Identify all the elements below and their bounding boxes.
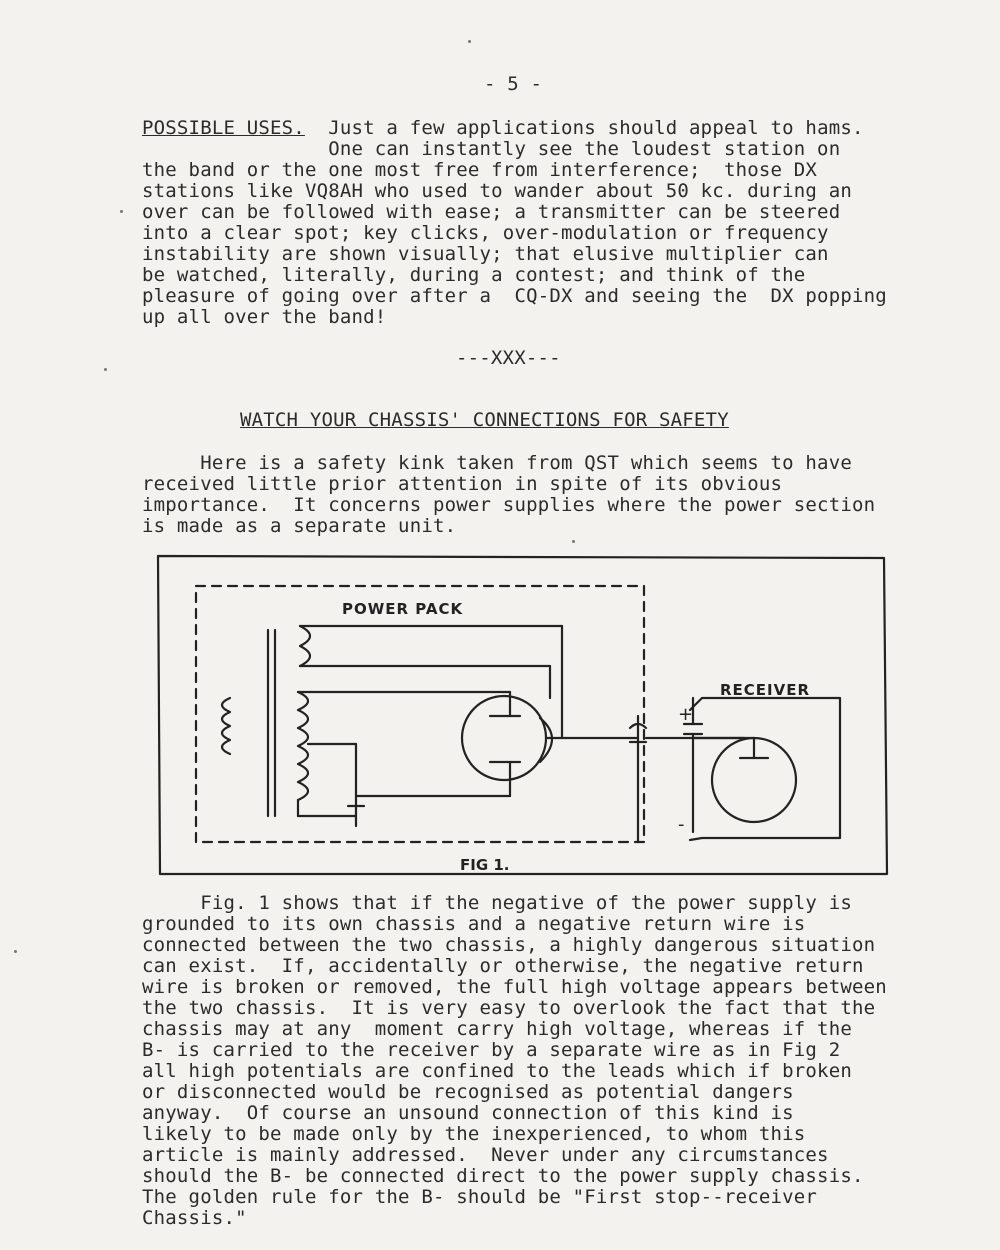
filament-winding [300, 626, 310, 666]
fig1-schematic [150, 548, 910, 880]
uses-line: One can instantly see the loudest station on [142, 138, 841, 160]
uses-line: the band or the one most free from interference; those DX [142, 159, 818, 181]
explanation-line: chassis may at any moment carry high voltage, whereas if the [142, 1018, 852, 1040]
figure-caption: FIG 1. [460, 856, 510, 874]
explanation-line: Chassis." [142, 1207, 247, 1229]
safety-intro-line: is made as a separate unit. [142, 515, 457, 537]
explanation-line: should the B- be connected direct to the power supply chassis. [142, 1165, 864, 1187]
uses-heading: POSSIBLE USES. [142, 117, 305, 139]
scan-speck [468, 40, 471, 43]
receiver-label: RECEIVER [720, 681, 811, 699]
safety-intro-line: received little prior attention in spite of its obvious [142, 473, 783, 495]
uses-line: be watched, literally, during a contest; and think of the [142, 264, 806, 286]
explanation-line: or disconnected would be recognised as potential dangers [142, 1081, 794, 1103]
uses-line: pleasure of going over after a CQ-DX and seeing the DX popping [142, 285, 887, 307]
explanation-line: the two chassis. It is very easy to overlook the fact that the [142, 997, 876, 1019]
uses-first-line [142, 118, 864, 139]
power-pack-chassis [196, 586, 644, 842]
uses-line: up all over the band! [142, 306, 387, 328]
explanation-line: connected between the two chassis, a highly dangerous situation [142, 934, 876, 956]
safety-intro-line: Here is a safety kink taken from QST which seems to have [142, 452, 852, 474]
hv-secondary-winding [298, 692, 308, 800]
safety-title: WATCH YOUR CHASSIS' CONNECTIONS FOR SAFETY [240, 409, 729, 431]
explanation-line: Fig. 1 shows that if the negative of the power supply is [142, 892, 852, 914]
scan-speck [104, 368, 107, 371]
explanation-line: can exist. If, accidentally or otherwise, the negative return [142, 955, 864, 977]
uses-line: stations like VQ8AH who used to wander about 50 kc. during an [142, 180, 852, 202]
explanation-line: The golden rule for the B- should be "First stop--receiver [142, 1186, 818, 1208]
minus-sign: - [678, 814, 685, 835]
uses-line: into a clear spot; key clicks, over-modulation or frequency [142, 222, 829, 244]
section-separator: ---XXX--- [456, 347, 561, 369]
primary-winding [222, 698, 230, 754]
explanation-line: anyway. Of course an unsound connection of this kind is [142, 1102, 794, 1124]
scan-speck [14, 950, 17, 953]
page-number: - 5 - [484, 73, 543, 95]
plus-sign: + [678, 704, 694, 725]
uses-line: over can be followed with ease; a transmitter can be steered [142, 201, 841, 223]
safety-intro-line: importance. It concerns power supplies where the power section [142, 494, 876, 516]
rectifier-tube [462, 696, 546, 780]
explanation-line: article is mainly addressed. Never under any circumstances [142, 1144, 829, 1166]
explanation-line: likely to be made only by the inexperienced, to whom this [142, 1123, 806, 1145]
uses-line: instability are shown visually; that elusive multiplier can [142, 243, 829, 265]
power-pack-label: POWER PACK [342, 600, 464, 618]
scan-speck [572, 540, 575, 543]
explanation-line: grounded to its own chassis and a negative return wire is [142, 913, 806, 935]
scan-speck [120, 210, 123, 213]
explanation-line: wire is broken or removed, the full high voltage appears between [142, 976, 887, 998]
explanation-line: all high potentials are confined to the leads which if broken [142, 1060, 852, 1082]
explanation-line: B- is carried to the receiver by a separate wire as in Fig 2 [142, 1039, 841, 1061]
uses-first-line-text: Just a few applications should appeal to hams. [304, 117, 864, 139]
